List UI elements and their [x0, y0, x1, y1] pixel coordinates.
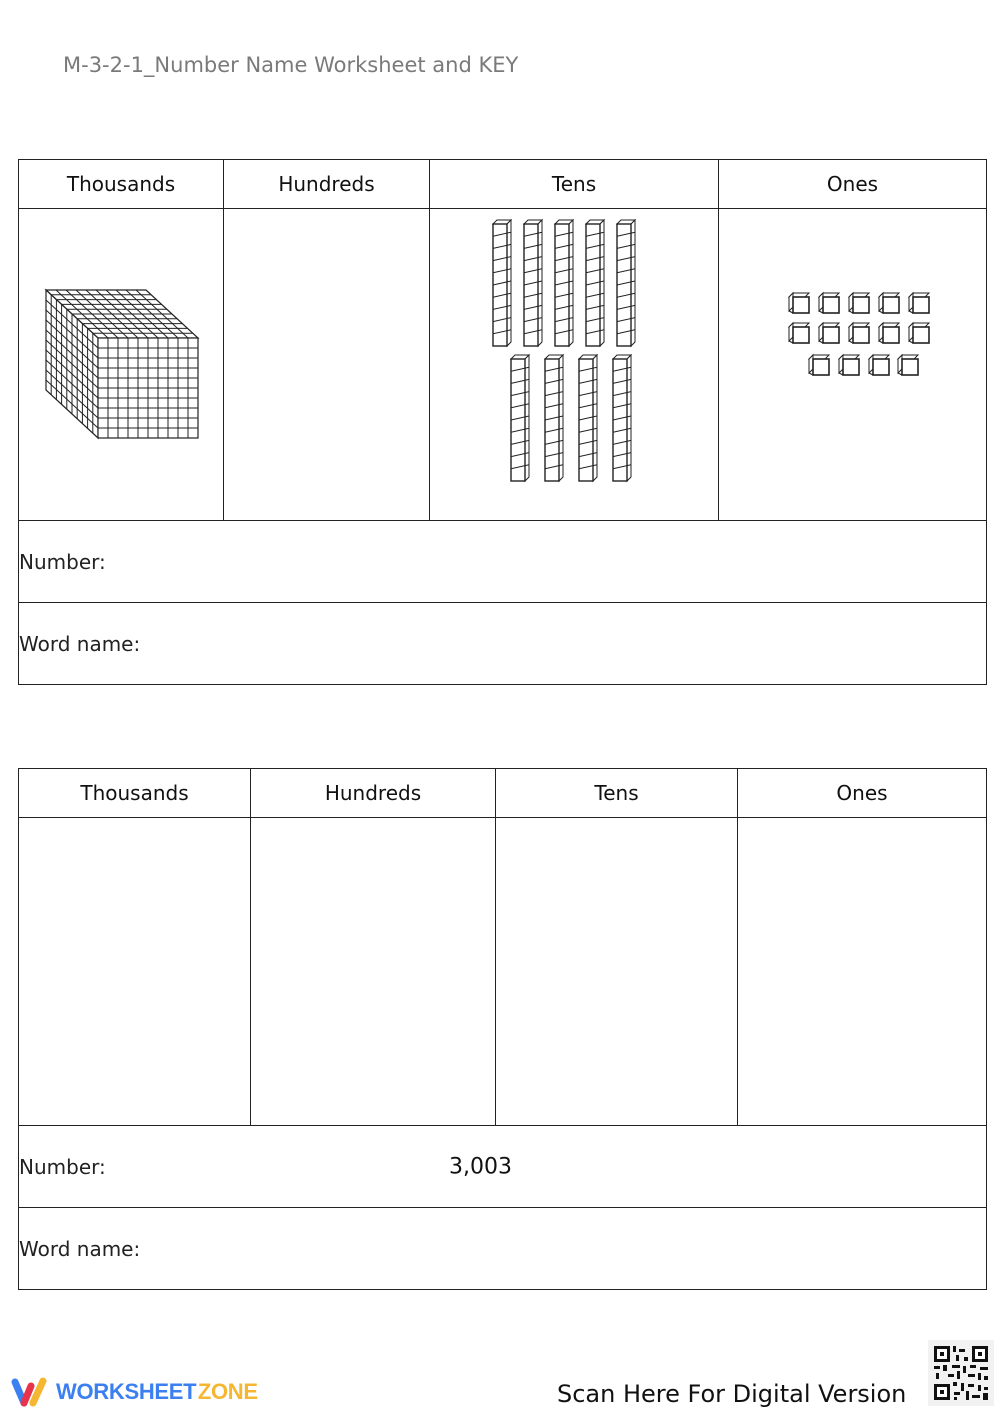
- qr-code[interactable]: [928, 1340, 994, 1406]
- document-title: M-3-2-1_Number Name Worksheet and KEY: [63, 53, 519, 77]
- one-cubes-icon: [719, 209, 987, 516]
- tens-cell[interactable]: [496, 818, 738, 1126]
- number-label: Number:: [19, 549, 106, 574]
- brand-primary: WORKSHEET: [56, 1379, 197, 1404]
- scan-here-text: Scan Here For Digital Version: [557, 1380, 907, 1408]
- ten-rods-icon: [430, 209, 719, 516]
- header-hundreds: Hundreds: [224, 160, 430, 209]
- qr-code-icon: [928, 1340, 994, 1406]
- word-name-row: [19, 1208, 987, 1290]
- worksheet-zone-logo[interactable]: [10, 1376, 258, 1408]
- thousand-cube-icon: [41, 285, 201, 445]
- number-label: Number:: [19, 1154, 106, 1179]
- header-thousands: Thousands: [19, 160, 224, 209]
- header-ones: Ones: [719, 160, 987, 209]
- brand-secondary: ZONE: [197, 1379, 258, 1404]
- number-row: [19, 521, 987, 603]
- ones-cell[interactable]: [738, 818, 987, 1126]
- word-name-row: [19, 603, 987, 685]
- thousands-cell[interactable]: [19, 818, 251, 1126]
- ones-cell: [719, 209, 987, 521]
- word-name-label: Word name:: [19, 631, 141, 656]
- tens-cell: [430, 209, 719, 521]
- header-thousands: Thousands: [19, 769, 251, 818]
- place-value-table-2: [18, 768, 987, 1290]
- header-hundreds: Hundreds: [251, 769, 496, 818]
- header-tens: Tens: [496, 769, 738, 818]
- thousands-cell: [19, 209, 224, 521]
- number-answer: 3,003: [449, 1154, 512, 1179]
- hundreds-cell[interactable]: [251, 818, 496, 1126]
- worksheet-zone-logo-icon: [10, 1376, 50, 1408]
- hundreds-cell: [224, 209, 430, 521]
- word-name-label: Word name:: [19, 1236, 141, 1261]
- number-row: [19, 1126, 987, 1208]
- header-ones: Ones: [738, 769, 987, 818]
- header-tens: Tens: [430, 160, 719, 209]
- place-value-table-1: [18, 159, 987, 685]
